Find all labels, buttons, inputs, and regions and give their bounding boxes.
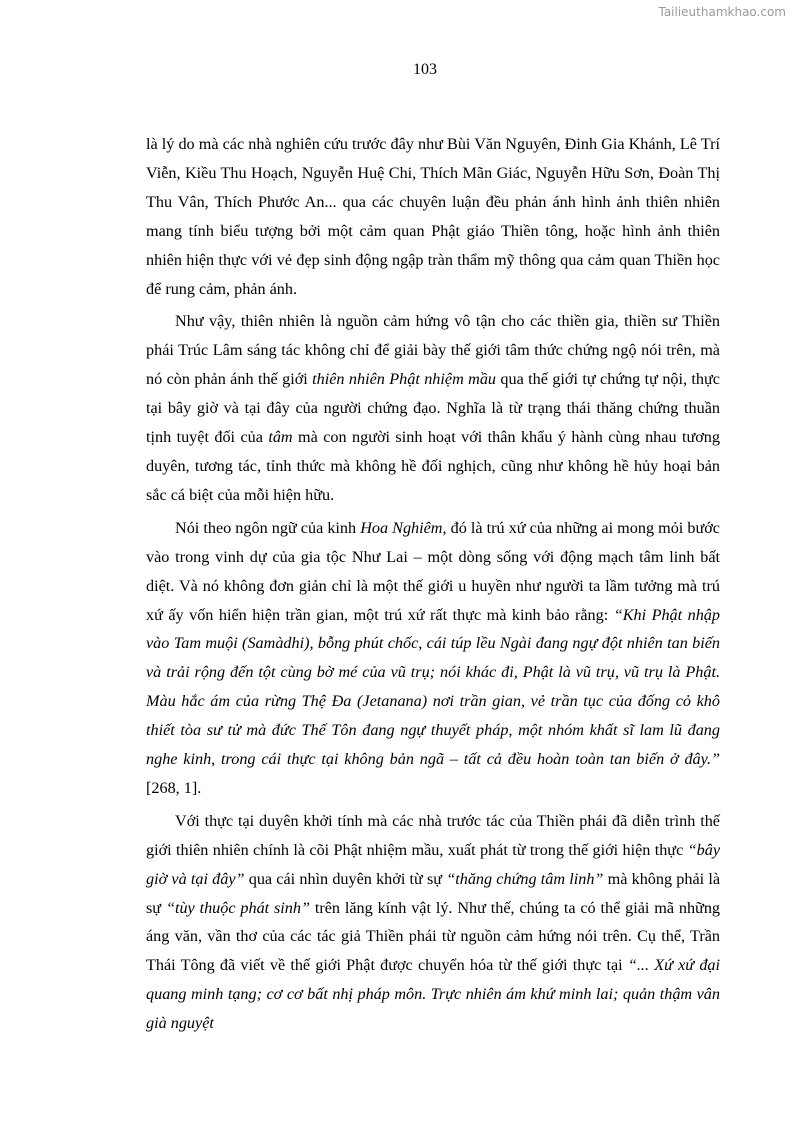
- paragraph-2-italic-phrase: thiên nhiên Phật nhiệm mầu: [312, 370, 497, 389]
- paragraph-4-text: mà không phải là sự: [146, 869, 721, 917]
- sutra-title: Hoa Nghiêm: [360, 518, 443, 537]
- paragraph-4: [146, 807, 720, 1038]
- paragraph-4-text: trên lăng kính vật lý. Như thế, chúng ta có thể giải mã những áng văn, vần thơ của các tác giả Thiền phái từ nguồn cảm hứng nói trên. Cụ thể, Trần Thái Tông đã viết về thế giới Phật được chuyển hóa từ thế giới thực tại: [146, 898, 721, 975]
- paragraph-1: là lý do mà các nhà nghiên cứu trước đây như Bùi Văn Nguyên, Đinh Gia Khánh, Lê Trí Viễn, Kiều Thu Hoạch, Nguyễn Huệ Chi, Thích Mãn Giác, Nguyễn Hữu Sơn, Đoàn Thị Thu Vân, Thích Phước An... qua các chuyên luận đều phản ánh hình ảnh thiên nhiên mang tính biểu tượng bởi một cảm quan Phật giáo Thiền tông, hoặc hình ảnh thiên nhiên hiện thực với vẻ đẹp sinh động ngập tràn thẩm mỹ thông qua cảm quan Thiền học để rung cảm, phản ánh.: [146, 135, 720, 298]
- poem-quotation: “... Xứ xứ đại quang minh tạng; cơ cơ bất nhị pháp môn. Trực nhiên ám khứ minh lai; quản thậm vân già nguyệt: [146, 956, 721, 1033]
- paragraph-4-text: qua cái nhìn duyên khởi từ sự: [244, 869, 447, 888]
- paragraph-4-text: Với thực tại duyên khởi tính mà các nhà trước tác của Thiền phái đã diễn trình thế giới thiên nhiên chính là cõi Phật nhiệm mầu, xuất phát từ trong thế giới hiện thực: [146, 811, 720, 859]
- paragraph-3-text: , đó là trú xứ của những ai mong mỏi bước vào trong vinh dự của gia tộc Như Lai – một dòng sống với động mạch tâm linh bất diệt. Và nó không đơn giản chỉ là một thế giới u huyền như người ta lầm tưởng mà trú xứ ấy vốn hiển hiện trần gian, một trú xứ rất thực mà kinh bảo rằng:: [146, 518, 720, 624]
- body-text: [146, 130, 720, 1042]
- sutra-quotation: “Khi Phật nhập vào Tam muội (Samàdhi), bỗng phút chốc, cái túp lều Ngài đang ngự đột nhiên tan biến và trải rộng đến tột cùng bờ mé của vũ trụ; nói khác đi, Phật là vũ trụ, vũ trụ là Phật. Màu hắc ám của rừng Thệ Đa (Jetanana) nơi trần gian, vẻ trần tục của đống cỏ khô thiết tòa sư tử mà đức Thế Tôn đang ngự thuyết pháp, một nhóm khất sĩ lam lũ đang nghe kinh, trong cái thực tại không bản ngã – tất cả đều hoàn toàn tan biến ở đây.”: [146, 605, 720, 769]
- quoted-phrase: “tùy thuộc phát sinh”: [165, 898, 310, 917]
- paragraph-3: [146, 514, 720, 803]
- quoted-phrase: “thăng chứng tâm linh”: [446, 869, 604, 888]
- paragraph-2-text: Như vậy, thiên nhiên là nguồn cảm hứng vô tận cho các thiền gia, thiền sư Thiền phái Trúc Lâm sáng tác không chỉ để giải bày thế giới tâm thức chứng ngộ nói trên, mà nó còn phản ánh thế giới: [146, 312, 720, 389]
- citation: [268, 1].: [146, 778, 202, 797]
- watermark: Tailieuthamkhao.com: [658, 5, 786, 19]
- page-number: 103: [413, 61, 437, 78]
- quoted-phrase: “bây giờ và tại đây”: [146, 840, 720, 888]
- paragraph-2-text: qua thế giới tự chứng tự nội, thực tại bây giờ và tại đây của người chứng đạo. Nghĩa là từ trạng thái thăng chứng thuần tịnh tuyệt đối của: [146, 370, 720, 447]
- paragraph-2: [146, 307, 720, 509]
- paragraph-2-text: mà con người sinh hoạt với thân khẩu ý hành cùng nhau tương duyên, tương tác, tỉnh thức mà không hề đối nghịch, cũng như không hề hủy hoại bản sắc cá biệt của mỗi hiện hữu.: [146, 428, 720, 504]
- paragraph-2-italic-word: tâm: [268, 428, 293, 447]
- paragraph-3-text: Nói theo ngôn ngữ của kinh: [175, 518, 361, 537]
